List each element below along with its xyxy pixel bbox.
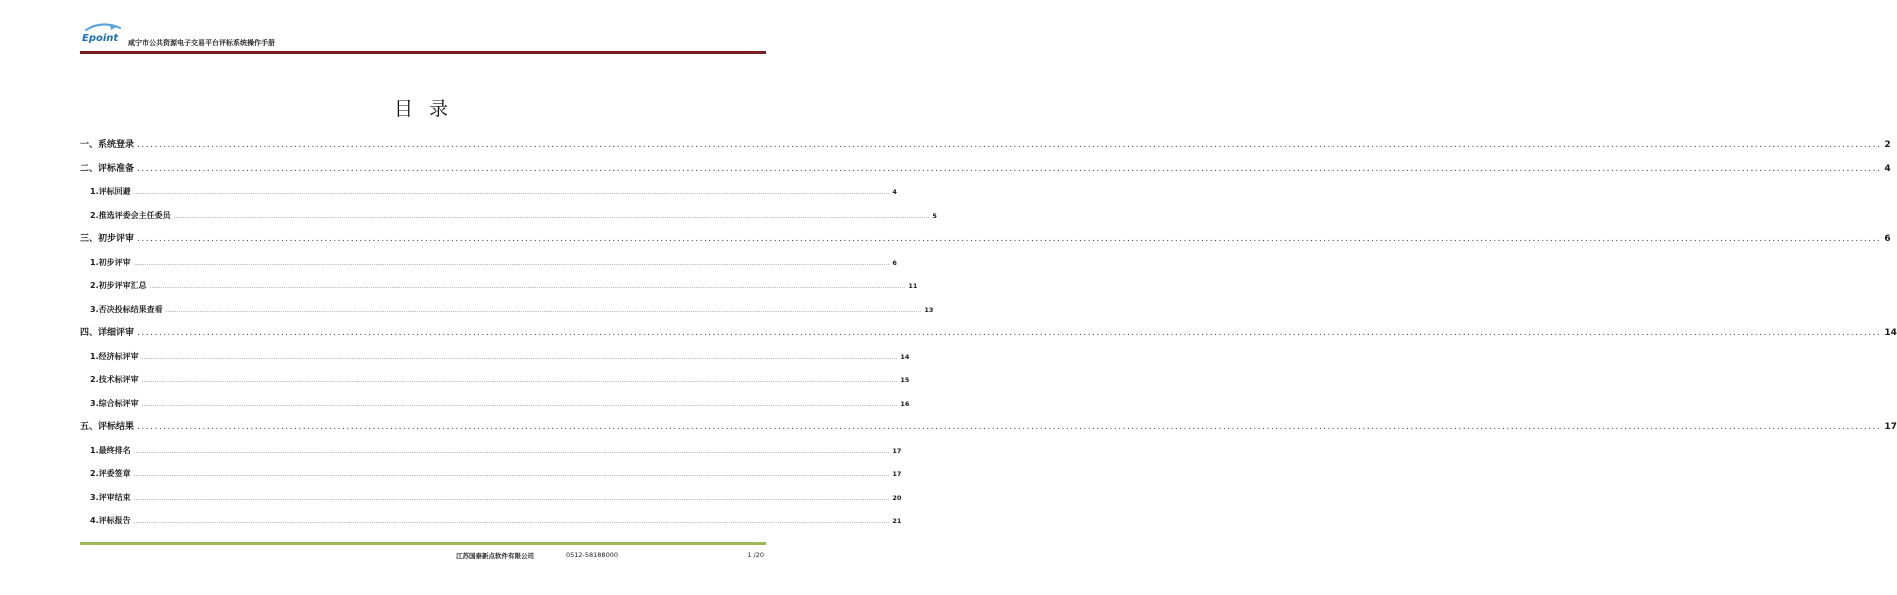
toc-dot-leader: ................................................................................................................................................................................................................................................................................................................................................................................................................ — [149, 284, 906, 290]
toc-entry-number: 2. — [90, 210, 99, 220]
footer-divider — [80, 542, 766, 545]
toc-entry-number: 3. — [90, 398, 99, 408]
toc-entry-label: 否决投标结果查看 — [98, 304, 163, 314]
toc-dot-leader: ................................................................................................................................................................................................................................................................................................................................................................................................................ — [133, 519, 890, 525]
toc-entry[interactable] — [80, 254, 897, 278]
toc-entry-page: 16 — [900, 399, 910, 408]
toc-entry-number: 1. — [90, 187, 99, 196]
toc-dot-leader: ................................................................................................................................................................................................................................................................................................................................................................................................................ — [133, 448, 890, 455]
toc-dot-leader: ................................................................................................................................................................................................................................................................................................................................................................................................................ — [137, 163, 1882, 174]
toc-entry-number: 1. — [90, 351, 99, 361]
toc-dot-leader: ................................................................................................................................................................................................................................................................................................................................................................................................................ — [133, 472, 890, 478]
toc-entry-page: 11 — [908, 282, 918, 290]
toc-entry-label: 初步评审 — [98, 257, 131, 267]
toc-dot-leader: ................................................................................................................................................................................................................................................................................................................................................................................................................ — [137, 422, 1882, 432]
toc-entry-page: 20 — [892, 493, 902, 502]
toc-entry-label: 评委签章 — [98, 469, 131, 478]
toc-entry-label: 详细评审 — [98, 328, 135, 338]
table-of-contents — [80, 136, 1897, 536]
toc-entry-page: 5 — [932, 211, 937, 220]
toc-entry-label: 评标准备 — [98, 163, 135, 174]
toc-entry[interactable] — [80, 348, 910, 372]
toc-entry[interactable] — [80, 489, 902, 513]
toc-dot-leader: ................................................................................................................................................................................................................................................................................................................................................................................................................ — [137, 140, 1882, 150]
toc-entry-page: 21 — [892, 517, 902, 525]
toc-entry-label: 经济标评审 — [98, 351, 139, 361]
toc-entry[interactable] — [80, 465, 902, 489]
toc-entry-number: 3. — [90, 492, 99, 502]
epoint-logo-graphic — [80, 22, 126, 48]
toc-dot-leader: ................................................................................................................................................................................................................................................................................................................................................................................................................ — [165, 307, 922, 314]
toc-entry-page: 17 — [1884, 422, 1897, 432]
toc-entry-page: 17 — [892, 446, 902, 455]
toc-dot-leader: ................................................................................................................................................................................................................................................................................................................................................................................................................ — [173, 213, 930, 220]
toc-entry-label: 系统登录 — [98, 140, 135, 150]
toc-entry-number: 五、 — [80, 422, 99, 432]
toc-entry-label: 技术标评审 — [98, 375, 139, 384]
toc-entry[interactable] — [80, 395, 910, 419]
toc-entry[interactable] — [80, 324, 1897, 348]
logo-text: Epoint — [82, 33, 119, 44]
toc-entry-label: 初步评审 — [98, 234, 135, 244]
toc-entry-label: 综合标评审 — [98, 398, 139, 408]
toc-entry-number: 四、 — [80, 328, 99, 338]
toc-dot-leader: ................................................................................................................................................................................................................................................................................................................................................................................................................ — [133, 190, 890, 196]
toc-dot-leader: ................................................................................................................................................................................................................................................................................................................................................................................................................ — [141, 378, 898, 384]
header-divider — [80, 51, 766, 54]
toc-entry-label: 最终排名 — [98, 445, 131, 455]
toc-entry-number: 三、 — [80, 234, 99, 244]
toc-entry[interactable] — [80, 277, 918, 301]
epoint-logo — [80, 22, 126, 48]
toc-entry-page: 6 — [892, 258, 897, 267]
toc-entry[interactable] — [80, 160, 1891, 184]
toc-entry-number: 1. — [90, 445, 99, 455]
toc-dot-leader: ................................................................................................................................................................................................................................................................................................................................................................................................................ — [141, 354, 898, 361]
toc-entry-number: 2. — [90, 281, 99, 290]
toc-entry-page: 13 — [924, 305, 934, 314]
toc-entry-page: 4 — [1884, 163, 1891, 174]
toc-title: 目录 — [393, 98, 464, 120]
toc-dot-leader: ................................................................................................................................................................................................................................................................................................................................................................................................................ — [133, 260, 890, 267]
toc-entry[interactable] — [80, 230, 1891, 254]
toc-entry[interactable] — [80, 301, 934, 325]
toc-entry-number: 一、 — [80, 140, 99, 150]
toc-dot-leader: ................................................................................................................................................................................................................................................................................................................................................................................................................ — [141, 401, 898, 408]
toc-entry-label: 推选评委会主任委员 — [98, 210, 171, 220]
toc-entry-number: 二、 — [80, 163, 99, 174]
toc-entry-number: 3. — [90, 304, 99, 314]
toc-entry-number: 2. — [90, 375, 99, 384]
toc-entry-page: 14 — [1884, 328, 1897, 338]
toc-dot-leader: ................................................................................................................................................................................................................................................................................................................................................................................................................ — [137, 234, 1882, 244]
toc-entry-page: 4 — [892, 188, 897, 196]
toc-entry[interactable] — [80, 136, 1891, 160]
toc-entry-page: 14 — [900, 352, 910, 361]
toc-entry-page: 15 — [900, 376, 910, 384]
toc-dot-leader: ................................................................................................................................................................................................................................................................................................................................................................................................................ — [133, 495, 890, 502]
header-title: 咸宁市公共资源电子交易平台评标系统操作手册 — [128, 39, 275, 47]
toc-entry-number: 4. — [90, 516, 99, 525]
toc-entry-label: 评标报告 — [98, 516, 131, 525]
toc-entry-page: 17 — [892, 470, 902, 478]
toc-entry-page: 6 — [1884, 234, 1891, 244]
footer-company: 江苏国泰新点软件有限公司 — [456, 552, 534, 560]
toc-dot-leader: ................................................................................................................................................................................................................................................................................................................................................................................................................ — [137, 328, 1882, 338]
toc-entry-label: 评标回避 — [98, 187, 131, 196]
toc-entry[interactable] — [80, 442, 902, 466]
toc-entry-label: 评审结束 — [98, 492, 131, 502]
footer-phone: 0512-58188000 — [566, 551, 618, 559]
toc-entry[interactable] — [80, 418, 1897, 442]
toc-entry-number: 1. — [90, 257, 99, 267]
toc-entry[interactable] — [80, 207, 937, 231]
toc-entry-page: 2 — [1884, 140, 1891, 150]
toc-entry-number: 2. — [90, 469, 99, 478]
toc-entry-label: 评标结果 — [98, 422, 135, 432]
footer-page-number: 1 /20 — [747, 551, 764, 559]
toc-entry[interactable] — [80, 183, 897, 207]
toc-entry[interactable] — [80, 512, 902, 536]
toc-entry[interactable] — [80, 371, 910, 395]
toc-entry-label: 初步评审汇总 — [98, 281, 147, 290]
